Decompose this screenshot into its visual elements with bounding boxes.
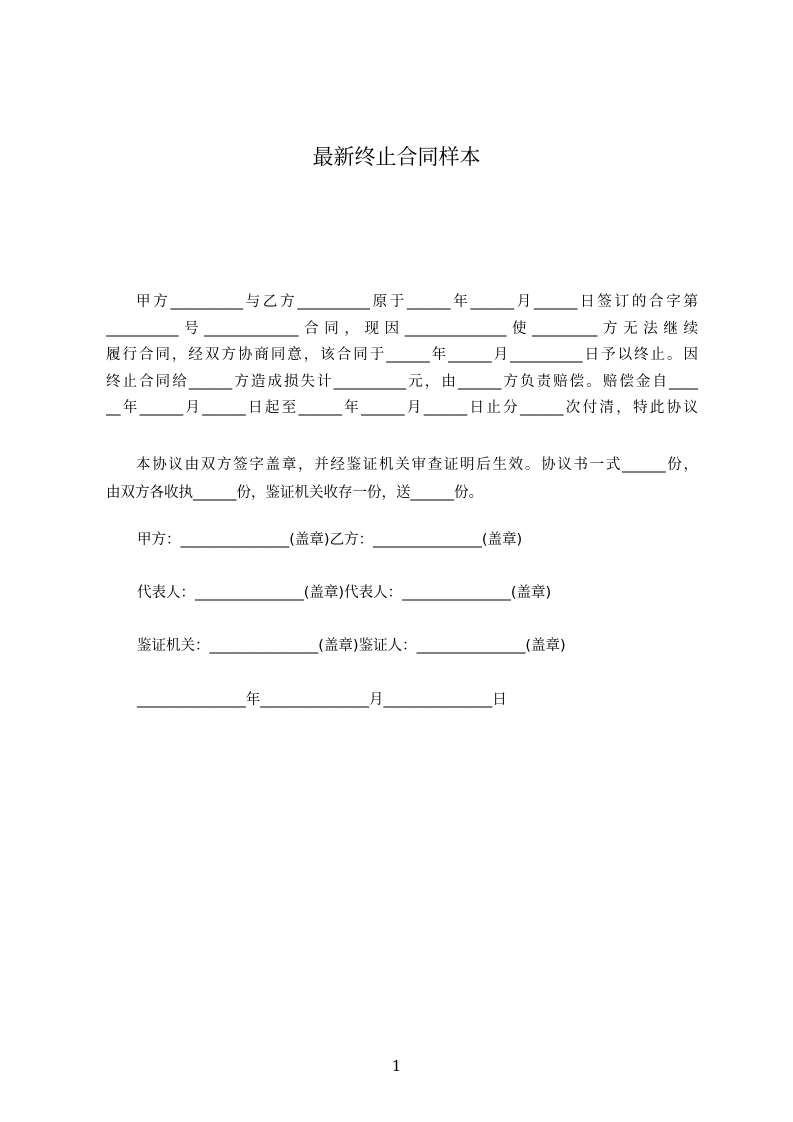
paragraph-line: 终止合同给______方造成损失计__________元，由______方负责赔偿。赔偿金自____ <box>106 373 698 390</box>
contract-paragraph-termination <box>106 289 698 422</box>
paragraph-line: 本协议由双方签字盖章，并经鉴证机关审查证明后生效。协议书一式______份， <box>136 457 698 473</box>
paragraph-line: 甲方__________与乙方__________原于______年______月______日签订的合字第 <box>136 294 698 310</box>
signature-line-representatives: 代表人：_______________(盖章)代表人：_______________(盖章) <box>137 585 552 601</box>
signature-line-notary: 鉴证机关：_______________(盖章)鉴证人：_______________(盖章) <box>137 638 566 654</box>
signature-date-line: _______________年_______________月_______________日 <box>137 692 507 708</box>
signature-line-parties: 甲方：_______________(盖章)乙方：_______________(盖章) <box>137 532 523 548</box>
page-number: 1 <box>391 1057 402 1075</box>
paragraph-line: 由双方各收执______份，鉴证机关收存一份，送______份。 <box>106 485 483 501</box>
paragraph-line: __年______月______日起至______年______月______日止分______次付清，特此协议 <box>106 400 698 416</box>
paragraph-line: __________号_____________合同，现因______________使_________方无法继续 <box>106 320 698 337</box>
contract-paragraph-validity <box>106 451 698 507</box>
document-title: 最新终止合同样本 <box>312 145 481 169</box>
paragraph-line: 履行合同，经双方协商同意，该合同于______年______月__________日予以终止。因 <box>106 347 698 363</box>
